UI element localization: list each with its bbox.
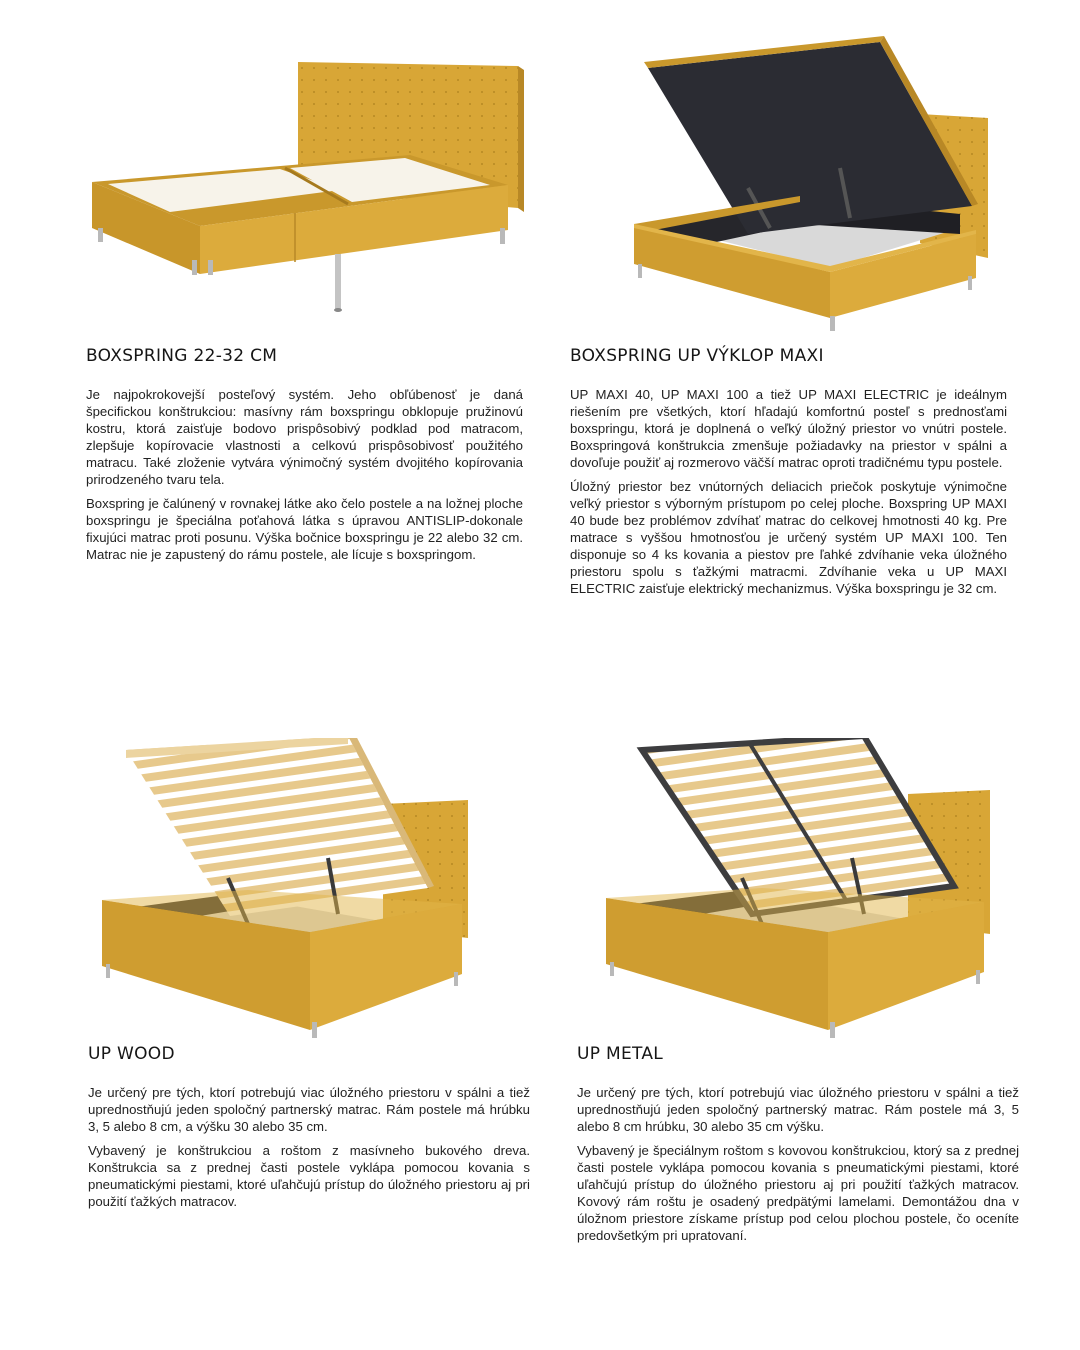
boxspring-bed-illustration bbox=[80, 50, 530, 325]
description-paragraph: Je určený pre tých, ktorí potrebujú viac úložného priestoru v spálni a tiež uprednostňujú jeden spoločný partnerský matrac. Rám postele má hrúbku 3, 5 alebo 8 cm, a výšku 30 alebo 35 cm. bbox=[88, 1085, 530, 1134]
boxspring-lift-up-bed-illustration bbox=[630, 28, 990, 338]
product-description bbox=[86, 386, 523, 570]
description-paragraph: Boxspring je čalúnený v rovnakej látke ako čelo postele a na ložnej ploche boxspringu je špeciálna poťahová látka s úpravou ANTISLIP-dokonale fixujúci matrac proti posunu. Výška bočnice boxspringu je 22 alebo 32 cm. Matrac nie je zapustený do rámu postele, ale lícuje s boxspringom. bbox=[86, 496, 523, 562]
product-description bbox=[570, 386, 1007, 604]
description-paragraph: Je najpokrokovejší posteľový systém. Jeho obľúbenosť je daná špecifickou konštrukciou: masívny rám boxspringu obklopuje pružinovú kostru, ktorá zaisťuje bodovo prispôsobivý podklad pod matracom, zlepšuje kopírovacie vlastnosti a celkovú prispôsobivosť použitého matracu. Také zloženie vytvára výnimočný systém dvojitého kopírovania prirodzeného tvaru tela. bbox=[86, 387, 523, 487]
description-paragraph: Vybavený je konštrukciou a roštom z masívneho bukového dreva. Konštrukcia sa z prednej časti postele vyklápa pomocou kovania s pneumatickými piestami, ktoré uľahčujú prístup do úložného priestoru aj pri použití ťažkých matracov. bbox=[88, 1143, 530, 1209]
product-description bbox=[577, 1084, 1019, 1251]
wooden-slat-lift-bed-illustration bbox=[98, 738, 473, 1038]
product-title: UP METAL bbox=[577, 1044, 664, 1064]
product-title: BOXSPRING UP VÝKLOP MAXI bbox=[570, 346, 824, 366]
product-boxspring bbox=[0, 0, 540, 640]
description-paragraph: Vybavený je špeciálnym roštom s kovovou konštrukciou, ktorý sa z prednej časti postele vyklápa pomocou kovania s pneumatickými piestami, ktoré uľahčujú prístup do úložného priestoru aj pri použití ťažkých matracov. Kovový rám roštu je osadený predpätými lamelami. Demontážou dna v úložnom priestore získame prístup pod celou plochou postele, čo oceníte predovšetkým pri upratovaní. bbox=[577, 1143, 1019, 1243]
product-boxspring-up-maxi bbox=[540, 0, 1080, 640]
description-paragraph: Je určený pre tých, ktorí potrebujú viac úložného priestoru v spálni a tiež uprednostňujú jeden spoločný partnerský matrac. Rám postele má 3, 5 alebo 8 cm hrúbku, 30 alebo 35 cm výšku. bbox=[577, 1085, 1019, 1134]
product-up-wood bbox=[0, 700, 540, 1350]
description-paragraph: Úložný priestor bez vnútorných deliacich priečok poskytuje výnimočne veľký priestor s výborným prístupom po celej ploche. Boxspring UP MAXI 40 bude bez problémov zdvíhať matrac do celkovej hmotnosti 40 kg. Pre matrace s vyššou hmotnosťou je určený systém UP MAXI 100. Ten disponuje so 4 ks kovania a piestov pre ľahké zdvíhanie veka úložného priestoru spolu s ťažkými matracmi. Zdvíhanie veka u UP MAXI ELECTRIC zaisťuje elektrický mechanizmus. Výška boxspringu je 32 cm. bbox=[570, 479, 1007, 596]
product-title: BOXSPRING 22-32 CM bbox=[86, 346, 278, 366]
product-up-metal bbox=[540, 700, 1080, 1350]
product-description bbox=[88, 1084, 530, 1217]
description-paragraph: UP MAXI 40, UP MAXI 100 a tiež UP MAXI ELECTRIC je ideálnym riešením pre všetkých, ktorí hľadajú komfortnú posteľ s prednosťami boxspringu, ktorá je doplnená o veľký úložný priestor vo vnútri postele. Boxspringová konštrukcia zmenšuje požiadavky na priestor v spálni a dovoľuje použiť aj rozmerovo väčší matrac oproti tradičnému typu postele. bbox=[570, 387, 1007, 470]
product-title: UP WOOD bbox=[88, 1044, 175, 1064]
metal-frame-lift-bed-illustration bbox=[602, 738, 1002, 1038]
